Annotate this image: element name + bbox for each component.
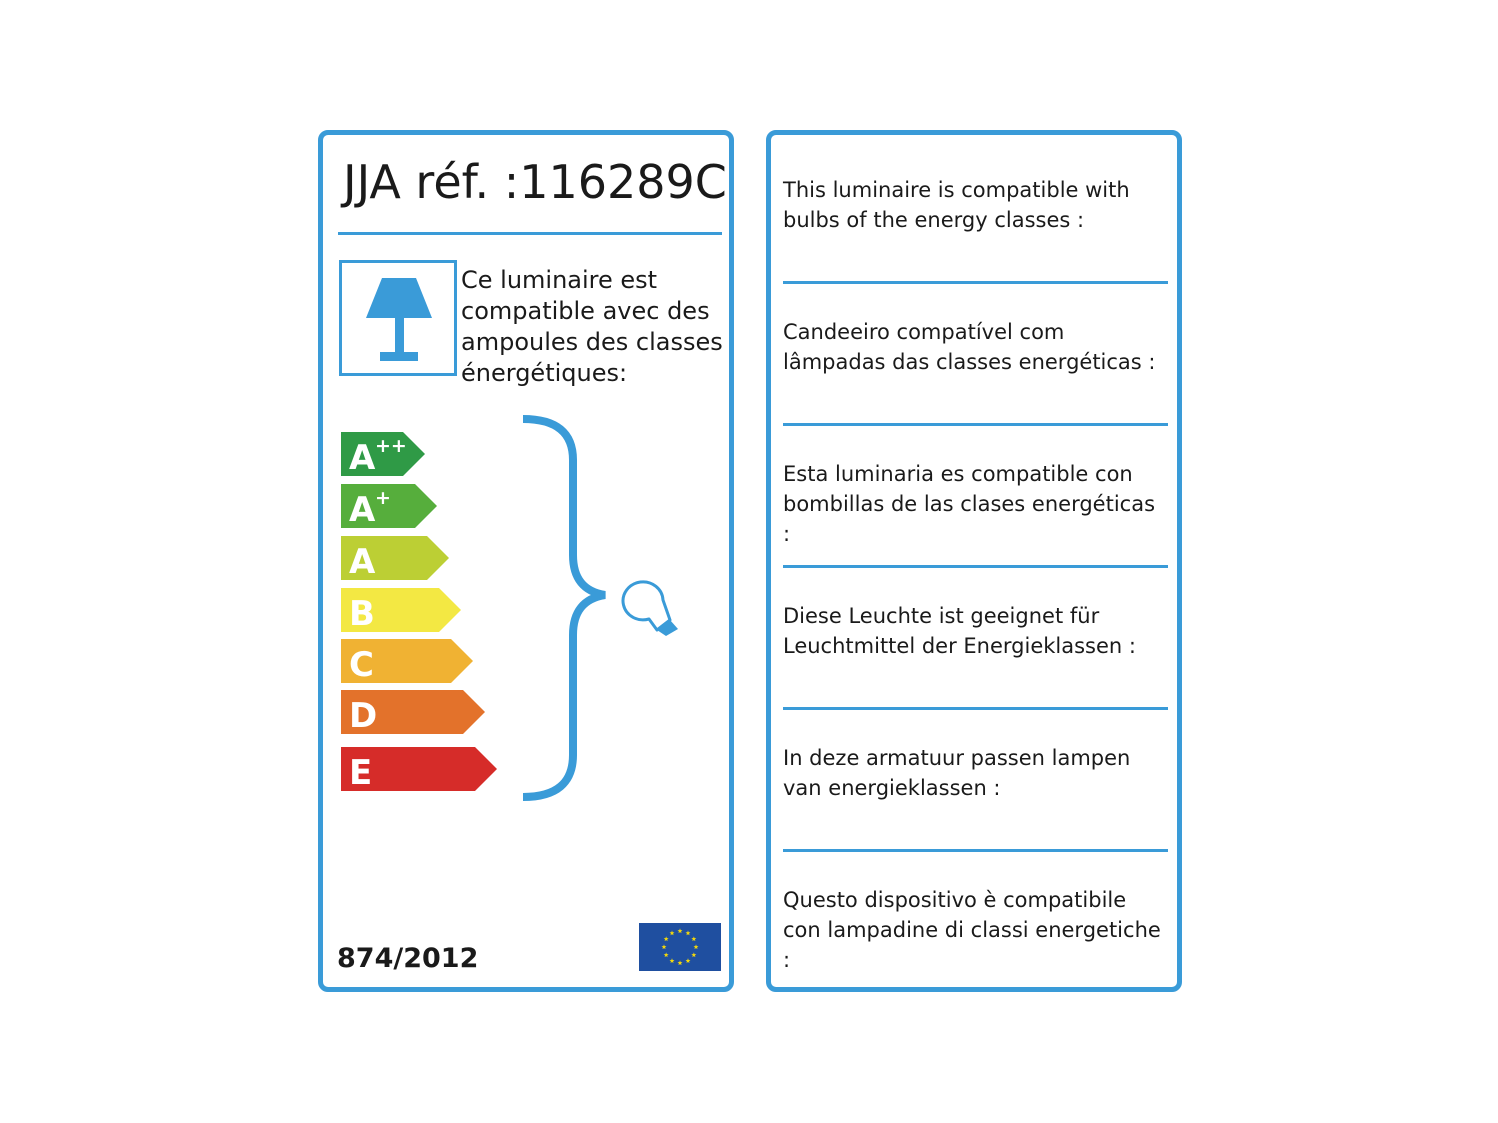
text-english: This luminaire is compatible with bulbs of the energy classes : xyxy=(783,178,1130,232)
energy-class-e xyxy=(341,747,497,793)
light-bulb-icon xyxy=(623,582,678,636)
energy-class-d xyxy=(341,690,485,736)
divider xyxy=(783,565,1168,568)
lamp-compatibility-text: Ce luminaire est compatible avec des ampoules des classes énergétiques: xyxy=(461,266,723,387)
energy-class-letter: A xyxy=(349,490,376,530)
energy-class-superscript: + xyxy=(375,487,391,509)
table-lamp-icon xyxy=(342,263,454,373)
energy-label-panel xyxy=(318,130,734,992)
lamp-icon-box xyxy=(339,260,457,376)
text-italian: Questo dispositivo è compatibile con lampadine di classi energetiche : xyxy=(783,888,1161,972)
divider xyxy=(783,281,1168,284)
energy-class-letter: A xyxy=(349,542,376,582)
energy-class-app xyxy=(341,432,425,478)
energy-class-b xyxy=(341,588,461,634)
text-spanish: Esta luminaria es compatible con bombillas de las clases energéticas : xyxy=(783,462,1156,546)
text-german: Diese Leuchte ist geeignet für Leuchtmittel der Energieklassen : xyxy=(783,604,1136,658)
energy-class-superscript: ++ xyxy=(375,435,407,457)
divider xyxy=(783,849,1168,852)
energy-class-letter: C xyxy=(349,645,374,685)
energy-class-c xyxy=(341,639,473,685)
divider xyxy=(783,423,1168,426)
divider xyxy=(783,707,1168,710)
energy-class-letter: D xyxy=(349,696,378,736)
energy-class-letter: A xyxy=(349,438,376,478)
text-portuguese: Candeeiro compatível com lâmpadas das classes energéticas : xyxy=(783,320,1156,374)
regulation-number: 874/2012 xyxy=(337,943,479,974)
reference-title: JJA réf. :116289C xyxy=(343,155,727,209)
brace-icon xyxy=(523,419,605,797)
divider xyxy=(338,232,722,235)
eu-flag-icon xyxy=(639,923,721,971)
translations-panel xyxy=(766,130,1182,992)
energy-class-letter: E xyxy=(349,753,373,793)
energy-class-a xyxy=(341,536,449,582)
energy-class-ap xyxy=(341,484,437,530)
text-dutch: In deze armatuur passen lampen van energieklassen : xyxy=(783,746,1131,800)
energy-class-scale xyxy=(323,405,729,815)
energy-class-letter: B xyxy=(349,594,375,634)
